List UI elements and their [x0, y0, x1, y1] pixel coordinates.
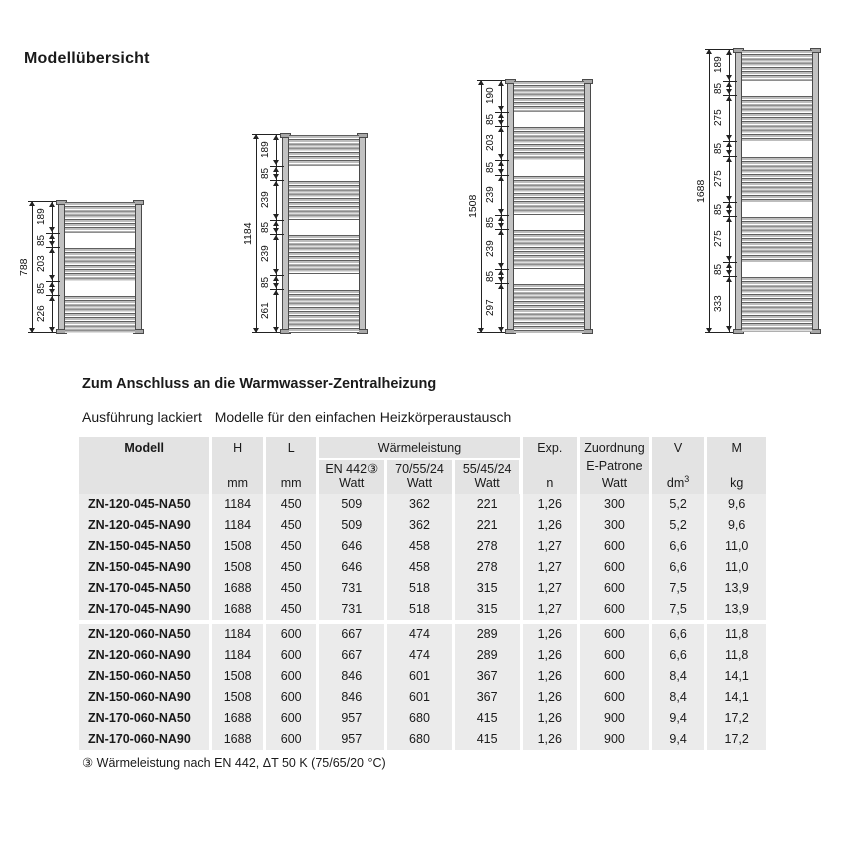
segment-arrow-down — [49, 289, 55, 294]
value-cell: 646 — [319, 536, 384, 557]
segment-dimension-label: 203 — [485, 134, 496, 152]
header-waermeleistung-group — [319, 437, 519, 495]
header-554524: 55/45/24 Watt — [455, 460, 520, 495]
tube-group — [514, 176, 584, 215]
collector-bar-left — [735, 49, 742, 333]
value-cell: 667 — [319, 645, 384, 666]
value-cell: 600 — [580, 557, 649, 578]
segment-arrow-down — [273, 269, 279, 274]
segment-dimension-label: 85 — [260, 167, 271, 179]
total-dimension-line — [481, 80, 482, 333]
segment-arrow-up — [726, 82, 732, 87]
segment-arrow-up — [498, 176, 504, 181]
header-en442: EN 442③ Watt — [319, 460, 384, 495]
segment-arrow-up — [49, 296, 55, 301]
segment-arrow-down — [49, 327, 55, 332]
model-cell: ZN-170-045-NA50 — [79, 578, 209, 599]
value-cell: 362 — [387, 494, 452, 515]
total-dimension-line — [709, 49, 710, 333]
model-cell: ZN-150-060-NA50 — [79, 666, 209, 687]
header-modell: Modell — [79, 437, 209, 495]
segment-arrow-up — [726, 277, 732, 282]
segment-arrow-down — [498, 120, 504, 125]
tube-group — [289, 181, 359, 220]
value-cell: 731 — [319, 599, 384, 620]
radiator-body — [58, 201, 142, 333]
tube-group — [742, 217, 812, 262]
segment-arrow-down — [273, 214, 279, 219]
collector-bar-right — [584, 80, 591, 333]
value-cell: 601 — [387, 687, 452, 708]
section-heading: Zum Anschluss an die Warmwasser-Zentralheizung — [82, 376, 437, 392]
value-cell: 1184 — [212, 494, 263, 515]
table-header — [79, 437, 766, 491]
segment-arrow-down — [726, 75, 732, 80]
value-cell: 1184 — [212, 515, 263, 536]
radiator-diagram — [697, 49, 823, 343]
value-cell: 221 — [455, 494, 520, 515]
tube-group — [65, 248, 135, 281]
segment-dimension-label: 189 — [36, 208, 47, 226]
model-cell: ZN-170-060-NA50 — [79, 708, 209, 729]
model-cell: ZN-170-060-NA90 — [79, 729, 209, 750]
segment-dimension-label: 85 — [36, 234, 47, 246]
segment-dimension-label: 85 — [485, 270, 496, 282]
segment-arrow-down — [498, 154, 504, 159]
segment-dimension-label: 261 — [260, 302, 271, 320]
value-cell: 450 — [266, 536, 317, 557]
model-cell: ZN-150-060-NA90 — [79, 687, 209, 708]
segment-arrow-up — [273, 167, 279, 172]
segment-dimension-line — [52, 201, 53, 333]
value-cell: 518 — [387, 599, 452, 620]
model-cell: ZN-120-060-NA90 — [79, 645, 209, 666]
segment-dimension-label: 190 — [485, 87, 496, 105]
tube-group — [514, 284, 584, 333]
value-cell: 600 — [266, 687, 317, 708]
value-cell: 289 — [455, 624, 520, 645]
value-cell: 289 — [455, 645, 520, 666]
value-cell: 518 — [387, 578, 452, 599]
table-row — [79, 729, 766, 750]
segment-arrow-up — [498, 161, 504, 166]
value-cell: 646 — [319, 557, 384, 578]
value-cell: 315 — [455, 599, 520, 620]
segment-dimension-label: 226 — [36, 305, 47, 323]
tube-group — [65, 296, 135, 333]
segment-arrow-up — [498, 230, 504, 235]
value-cell: 458 — [387, 557, 452, 578]
value-cell: 458 — [387, 536, 452, 557]
segment-arrow-down — [498, 209, 504, 214]
value-cell: 13,9 — [707, 578, 766, 599]
value-cell: 680 — [387, 708, 452, 729]
value-cell: 450 — [266, 557, 317, 578]
segment-arrow-up — [726, 263, 732, 268]
value-cell: 600 — [266, 729, 317, 750]
value-cell: 315 — [455, 578, 520, 599]
radiator-diagram — [244, 134, 370, 343]
subheading — [82, 409, 511, 425]
collector-bar-right — [812, 49, 819, 333]
segment-arrow-up — [498, 284, 504, 289]
value-cell: 9,4 — [652, 708, 705, 729]
value-cell: 600 — [266, 645, 317, 666]
value-cell: 509 — [319, 515, 384, 536]
segment-arrow-down — [273, 174, 279, 179]
value-cell: 667 — [319, 624, 384, 645]
total-dimension-label: 788 — [18, 258, 30, 276]
tube-group — [514, 127, 584, 160]
value-cell: 6,6 — [652, 624, 705, 645]
value-cell: 1,26 — [523, 645, 578, 666]
model-cell: ZN-120-045-NA50 — [79, 494, 209, 515]
model-cell: ZN-150-045-NA50 — [79, 536, 209, 557]
value-cell: 680 — [387, 729, 452, 750]
value-cell: 17,2 — [707, 729, 766, 750]
model-cell: ZN-150-045-NA90 — [79, 557, 209, 578]
table-row — [79, 557, 766, 578]
table-row — [79, 536, 766, 557]
tube-group — [65, 202, 135, 233]
radiator-diagram — [469, 80, 595, 343]
value-cell: 278 — [455, 536, 520, 557]
total-dimension-label: 1184 — [242, 222, 254, 245]
value-cell: 300 — [580, 515, 649, 536]
tube-group — [289, 290, 359, 333]
tube-group — [742, 96, 812, 141]
segment-dimension-label: 239 — [260, 191, 271, 209]
spec-table — [79, 437, 766, 750]
value-cell: 1688 — [212, 729, 263, 750]
value-cell: 9,6 — [707, 515, 766, 536]
segment-arrow-down — [726, 256, 732, 261]
value-cell: 846 — [319, 666, 384, 687]
subheading-models: Modelle für den einfachen Heizkörperaustausch — [214, 409, 512, 425]
table-row — [79, 578, 766, 599]
value-cell: 14,1 — [707, 666, 766, 687]
value-cell: 474 — [387, 624, 452, 645]
value-cell: 1184 — [212, 624, 263, 645]
value-cell: 601 — [387, 666, 452, 687]
total-dimension-label: 1688 — [695, 179, 707, 203]
value-cell: 9,4 — [652, 729, 705, 750]
segment-dimension-label: 85 — [713, 142, 724, 154]
value-cell: 9,6 — [707, 494, 766, 515]
segment-dimension-label: 239 — [485, 240, 496, 258]
segment-dimension-label: 203 — [36, 255, 47, 273]
value-cell: 600 — [266, 708, 317, 729]
value-cell: 1,27 — [523, 536, 578, 557]
segment-arrow-up — [49, 248, 55, 253]
segment-arrow-up — [726, 203, 732, 208]
footnote: ③ Wärmeleistung nach EN 442, ΔT 50 K (75/65/20 °C) — [82, 756, 386, 770]
page-title: Modellübersicht — [24, 50, 150, 67]
header-v: V $dm^3$ — [652, 437, 705, 495]
value-cell: 13,9 — [707, 599, 766, 620]
segment-dimension-label: 275 — [713, 230, 724, 248]
segment-arrow-down — [726, 270, 732, 275]
value-cell: 900 — [580, 708, 649, 729]
model-cell: ZN-120-045-NA90 — [79, 515, 209, 536]
model-diagrams — [0, 0, 843, 360]
segment-dimension-label: 333 — [713, 295, 724, 313]
value-cell: 5,2 — [652, 515, 705, 536]
total-dimension-line — [256, 134, 257, 333]
table-row — [79, 708, 766, 729]
value-cell: 11,8 — [707, 624, 766, 645]
value-cell: 509 — [319, 494, 384, 515]
segment-arrow-up — [49, 234, 55, 239]
value-cell: 600 — [580, 536, 649, 557]
segment-dimension-label: 189 — [713, 56, 724, 74]
value-cell: 1,26 — [523, 708, 578, 729]
segment-arrow-up — [498, 127, 504, 132]
segment-arrow-down — [273, 228, 279, 233]
segment-arrow-down — [273, 327, 279, 332]
value-cell: 450 — [266, 515, 317, 536]
radiator-body — [282, 134, 366, 333]
value-cell: 1,26 — [523, 666, 578, 687]
segment-arrow-up — [726, 157, 732, 162]
value-cell: 1688 — [212, 599, 263, 620]
segment-arrow-up — [726, 142, 732, 147]
value-cell: 1508 — [212, 536, 263, 557]
header-waermeleistung: Wärmeleistung — [319, 437, 519, 460]
value-cell: 1,27 — [523, 578, 578, 599]
segment-dimension-label: 85 — [713, 263, 724, 275]
table-row — [79, 645, 766, 666]
segment-dimension-label: 275 — [713, 170, 724, 188]
collector-bar-right — [135, 201, 142, 333]
segment-arrow-down — [498, 169, 504, 174]
value-cell: 367 — [455, 687, 520, 708]
table-row — [79, 515, 766, 536]
segment-arrow-down — [726, 135, 732, 140]
value-cell: 957 — [319, 708, 384, 729]
header-m: M kg — [707, 437, 766, 495]
value-cell: 1508 — [212, 557, 263, 578]
radiator-body — [735, 49, 819, 333]
table-row — [79, 624, 766, 645]
segment-arrow-up — [726, 50, 732, 55]
value-cell: 1,26 — [523, 494, 578, 515]
segment-arrow-down — [726, 150, 732, 155]
value-cell: 221 — [455, 515, 520, 536]
segment-arrow-up — [498, 270, 504, 275]
segment-arrow-up — [498, 216, 504, 221]
segment-arrow-down — [498, 106, 504, 111]
table-body — [79, 494, 766, 750]
segment-arrow-up — [49, 202, 55, 207]
segment-dimension-label: 85 — [36, 282, 47, 294]
segment-dimension-label: 85 — [260, 221, 271, 233]
segment-arrow-down — [726, 210, 732, 215]
header-zuordnung: Zuordnung E-Patrone Watt — [580, 437, 649, 495]
header-l: L mm — [266, 437, 317, 495]
value-cell: 1,27 — [523, 557, 578, 578]
value-cell: 6,6 — [652, 557, 705, 578]
table-row-group — [79, 494, 766, 620]
subheading-finish: Ausführung lackiert — [82, 409, 202, 425]
segment-arrow-down — [498, 277, 504, 282]
value-cell: 11,0 — [707, 557, 766, 578]
header-exp: Exp. n — [523, 437, 578, 495]
model-cell: ZN-170-045-NA90 — [79, 599, 209, 620]
segment-dimension-label: 85 — [485, 113, 496, 125]
tube-group — [742, 50, 812, 81]
segment-arrow-down — [49, 241, 55, 246]
table-row — [79, 494, 766, 515]
value-cell: 600 — [580, 599, 649, 620]
radiator-body — [507, 80, 591, 333]
segment-arrow-down — [726, 89, 732, 94]
segment-arrow-up — [273, 135, 279, 140]
value-cell: 8,4 — [652, 666, 705, 687]
value-cell: 1184 — [212, 645, 263, 666]
value-cell: 450 — [266, 578, 317, 599]
value-cell: 600 — [266, 624, 317, 645]
segment-dimension-label: 297 — [485, 299, 496, 317]
value-cell: 1,26 — [523, 515, 578, 536]
segment-arrow-up — [726, 96, 732, 101]
segment-dimension-label: 85 — [713, 82, 724, 94]
value-cell: 474 — [387, 645, 452, 666]
tube-group — [514, 81, 584, 112]
value-cell: 362 — [387, 515, 452, 536]
table-row-group — [79, 624, 766, 750]
value-cell: 1,27 — [523, 599, 578, 620]
segment-arrow-down — [498, 263, 504, 268]
segment-arrow-down — [49, 227, 55, 232]
value-cell: 1508 — [212, 666, 263, 687]
value-cell: 6,6 — [652, 645, 705, 666]
segment-arrow-down — [498, 327, 504, 332]
segment-arrow-down — [49, 275, 55, 280]
collector-bar-left — [507, 80, 514, 333]
tube-group — [514, 230, 584, 269]
total-dimension-label: 1508 — [467, 194, 479, 219]
value-cell: 600 — [580, 687, 649, 708]
segment-dimension-label: 189 — [260, 141, 271, 159]
segment-dimension-label: 85 — [485, 161, 496, 173]
value-cell: 600 — [580, 645, 649, 666]
segment-arrow-up — [726, 217, 732, 222]
value-cell: 957 — [319, 729, 384, 750]
value-cell: 1688 — [212, 708, 263, 729]
value-cell: 367 — [455, 666, 520, 687]
value-cell: 300 — [580, 494, 649, 515]
segment-arrow-down — [726, 196, 732, 201]
value-cell: 7,5 — [652, 578, 705, 599]
segment-dimension-label: 275 — [713, 109, 724, 127]
model-cell: ZN-120-060-NA50 — [79, 624, 209, 645]
value-cell: 278 — [455, 557, 520, 578]
value-cell: 1688 — [212, 578, 263, 599]
segment-arrow-up — [273, 290, 279, 295]
value-cell: 1,26 — [523, 729, 578, 750]
collector-bar-right — [359, 134, 366, 333]
segment-arrow-down — [498, 223, 504, 228]
value-cell: 14,1 — [707, 687, 766, 708]
table-row — [79, 687, 766, 708]
collector-bar-left — [58, 201, 65, 333]
value-cell: 415 — [455, 729, 520, 750]
value-cell: 8,4 — [652, 687, 705, 708]
value-cell: 450 — [266, 494, 317, 515]
value-cell: 1508 — [212, 687, 263, 708]
value-cell: 600 — [266, 666, 317, 687]
segment-arrow-up — [498, 113, 504, 118]
value-cell: 600 — [580, 624, 649, 645]
tube-group — [289, 235, 359, 274]
segment-dimension-label: 85 — [713, 203, 724, 215]
segment-dimension-label: 239 — [485, 186, 496, 204]
header-h: H mm — [212, 437, 263, 495]
segment-dimension-label: 85 — [260, 276, 271, 288]
value-cell: 846 — [319, 687, 384, 708]
radiator-diagram — [20, 201, 146, 343]
segment-arrow-down — [273, 283, 279, 288]
segment-arrow-down — [273, 160, 279, 165]
tube-group — [289, 135, 359, 166]
tube-group — [742, 277, 812, 332]
segment-arrow-up — [273, 221, 279, 226]
value-cell: 1,26 — [523, 687, 578, 708]
segment-arrow-up — [273, 235, 279, 240]
segment-arrow-up — [273, 181, 279, 186]
segment-arrow-up — [49, 282, 55, 287]
segment-dimension-label: 239 — [260, 245, 271, 263]
value-cell: 415 — [455, 708, 520, 729]
segment-dimension-label: 85 — [485, 216, 496, 228]
value-cell: 6,6 — [652, 536, 705, 557]
table-row — [79, 599, 766, 620]
segment-arrow-down — [726, 326, 732, 331]
tube-group — [742, 157, 812, 202]
value-cell: 17,2 — [707, 708, 766, 729]
value-cell: 11,8 — [707, 645, 766, 666]
header-705524: 70/55/24 Watt — [387, 460, 452, 495]
table-row — [79, 666, 766, 687]
value-cell: 900 — [580, 729, 649, 750]
value-cell: 11,0 — [707, 536, 766, 557]
value-cell: 7,5 — [652, 599, 705, 620]
value-cell: 1,26 — [523, 624, 578, 645]
total-dimension-line — [32, 201, 33, 333]
segment-arrow-up — [273, 276, 279, 281]
segment-arrow-up — [498, 81, 504, 86]
value-cell: 600 — [580, 666, 649, 687]
value-cell: 731 — [319, 578, 384, 599]
value-cell: 600 — [580, 578, 649, 599]
value-cell: 5,2 — [652, 494, 705, 515]
value-cell: 450 — [266, 599, 317, 620]
